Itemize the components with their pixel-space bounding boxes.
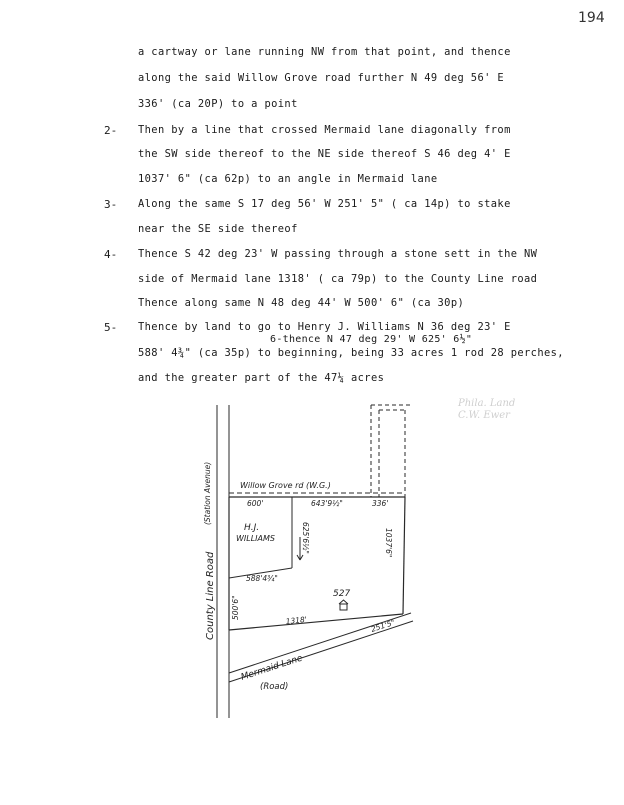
dim-500: 500'6"	[231, 595, 240, 620]
deed-line-14: and the greater part of the 47¼ acres	[138, 372, 385, 384]
dim-588: 588'4¾"	[246, 574, 278, 583]
deed-line-10: side of Mermaid lane 1318' ( ca 79p) to the County Line road	[138, 273, 538, 285]
willow-grove-label: Willow Grove rd (W.G.)	[240, 481, 331, 490]
dim-251: 251'5"	[369, 617, 397, 634]
deed-line-11: Thence along same N 48 deg 44' W 500' 6" (ca 30p)	[138, 297, 465, 309]
deed-line-12: Thence by land to go to Henry J. Williams N 36 deg 23' E	[138, 321, 511, 333]
deed-line-7: Along the same S 17 deg 56' W 251' 5" ( ca 14p) to stake	[138, 198, 511, 210]
deed-line-2: along the said Willow Grove road further N 49 deg 56' E	[138, 72, 505, 84]
deed-line-4: Then by a line that crossed Mermaid lane diagonally from	[138, 124, 511, 136]
dim-336: 336'	[372, 499, 389, 508]
dim-600: 600'	[247, 499, 264, 508]
hj-williams-label-2: WILLIAMS	[236, 534, 275, 543]
clause-number-5: 5-	[104, 321, 118, 334]
dim-1037: 1037'6"	[384, 528, 393, 558]
deed-line-6: 1037' 6" (ca 62p) to an angle in Mermaid lane	[138, 173, 438, 185]
mermaid-lane-sublabel: (Road)	[260, 682, 289, 692]
dim-1318: 1318'	[285, 614, 308, 626]
clause-number-4: 4-	[104, 248, 118, 261]
deed-line-1: a cartway or lane running NW from that point, and thence	[138, 46, 511, 58]
interlineated-clause-6: 6-thence N 47 deg 29' W 625' 6½"	[270, 334, 473, 345]
hj-williams-label-1: H.J.	[244, 523, 260, 533]
faint-note-line-2: C.W. Ewer	[458, 410, 510, 421]
house-symbol	[340, 604, 347, 610]
deed-line-5: the SW side thereof to the NE side thereof S 46 deg 4' E	[138, 148, 511, 160]
house-roof	[339, 600, 348, 604]
deed-line-8: near the SE side thereof	[138, 223, 298, 235]
dim-625: 625'6½"	[301, 522, 310, 554]
tract-number: 527	[333, 589, 351, 599]
willow-grove-road-extension	[371, 405, 412, 497]
dim-643: 643'9½"	[311, 499, 343, 508]
deed-line-3: 336' (ca 20P) to a point	[138, 98, 298, 110]
clause-number-3: 3-	[104, 198, 118, 211]
clause-number-2: 2-	[104, 124, 118, 137]
deed-line-13: 588' 4¾" (ca 35p) to beginning, being 33 acres 1 rod 28 perches,	[138, 347, 564, 359]
county-line-road-label: County Line Road	[205, 551, 216, 640]
faint-note-line-1: Phila. Land	[458, 398, 516, 409]
tract-east-line	[403, 497, 405, 614]
page-number: 194	[578, 10, 605, 26]
station-avenue-label: (Station Avenue)	[203, 461, 212, 525]
deed-line-9: Thence S 42 deg 23' W passing through a stone sett in the NW	[138, 248, 538, 260]
mermaid-lane-label: Mermaid Lane	[239, 653, 304, 683]
